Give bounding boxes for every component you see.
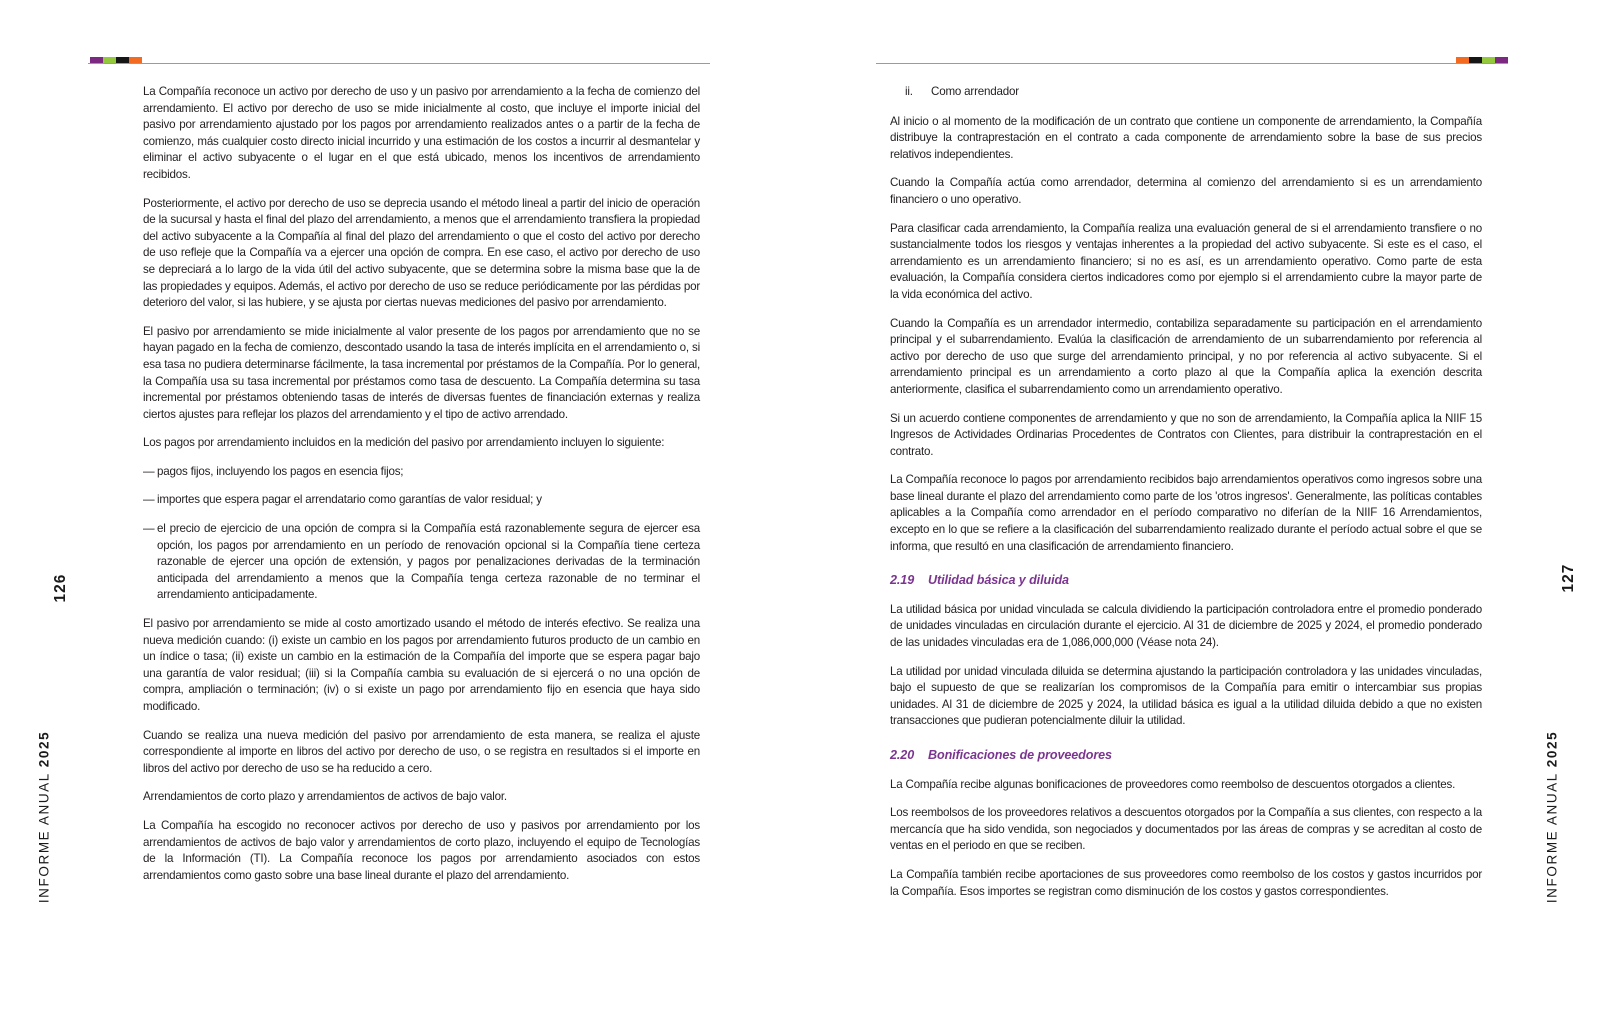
page-127-top-rule bbox=[876, 63, 1508, 64]
roman-list-item bbox=[905, 84, 1482, 101]
paragraph: Arrendamientos de corto plazo y arrendamientos de activos de bajo valor. bbox=[143, 790, 507, 804]
paragraph: La utilidad básica por unidad vinculada se calcula dividiendo la participación controladora entre el promedio ponderado de unidades vinculadas en circulación durante el ejercicio. Al 31 de diciembre de 2025 y 2024, el promedio ponderado de las unidades vinculadas era de 1,086,000,000 (Véase nota 24). bbox=[890, 602, 1482, 650]
paragraph: Si un acuerdo contiene componentes de arrendamiento y que no son de arrendamiento, la Compañía aplica la NIIF 15 Ingresos de Actividades Ordinarias Procedentes de Contratos con Clientes, para distribuir la contraprestación en el contrato. bbox=[890, 411, 1482, 458]
page-number-left: 126 bbox=[52, 573, 69, 603]
brand-color-strip-right bbox=[1456, 57, 1508, 63]
paragraph: Los reembolsos de los proveedores relativos a descuentos otorgados por la Compañía a sus clientes, con respecto a la mercancía que ha sido vendida, son negociados y documentados por las áreas de compras y se acreditan al costo de ventas en el periodo en que se reciben. bbox=[890, 806, 1482, 853]
page-126-top-rule bbox=[88, 63, 710, 64]
paragraph: El pasivo por arrendamiento se mide inicialmente al valor presente de los pagos por arrendamiento que no se hayan pagado en la fecha de comienzo, descontado usando la tasa de interés implícita en el arrendamiento o, si esa tasa no pudiera determinarse fácilmente, la tasa incremental por préstamos de la Compañía. Por lo general, la Compañía usa su tasa incremental por préstamos como tasa de descuento. La Compañía determina su tasa incremental por préstamos obteniendo tasas de interés de diversas fuentes de financiación externas y realiza ciertos ajustes para reflejar los plazos del arrendamiento y el tipo de activo arrendado. bbox=[143, 324, 700, 421]
strip-purple-segment bbox=[90, 57, 103, 63]
strip-orange-segment bbox=[129, 57, 142, 63]
strip-green-segment bbox=[1482, 57, 1495, 63]
paragraph: La Compañía recibe algunas bonificaciones de proveedores como reembolso de descuentos otorgados a clientes. bbox=[890, 777, 1456, 791]
report-year-text: 2025 bbox=[36, 730, 52, 768]
strip-orange-segment bbox=[1456, 57, 1469, 63]
dash-item-text: el precio de ejercicio de una opción de compra si la Compañía está razonablemente segura de ejercer esa opción, los pagos por arrendamiento en un período de renovación opcional si la Compañía tiene certeza razonable de ejercer una opción de extensión, y pagos por penalizaciones derivadas de la terminación anticipada del arrendamiento a menos que la Compañía tenga certeza razonable de no terminar el arrendamiento anticipadamente. bbox=[157, 522, 700, 602]
dash-item-text: pagos fijos, incluyendo los pagos en esencia fijos; bbox=[157, 464, 404, 478]
page-126-body bbox=[143, 84, 700, 896]
section-number: 2.19 bbox=[890, 573, 915, 588]
roman-item-title: Como arrendador bbox=[931, 85, 1019, 98]
strip-black-segment bbox=[1469, 57, 1482, 63]
paragraph: Para clasificar cada arrendamiento, la Compañía realiza una evaluación general de si el arrendamiento transfiere o no sustancialmente todos los riesgos y ventajas inherentes a la propiedad del activo subyacente. Si este es el caso, el arrendamiento es un arrendamiento financiero; si no es así, es un arrendamiento operativo. Como parte de esta evaluación, la Compañía considera ciertos indicadores como por ejemplo si el arrendamiento cubre la mayor parte de la vida económica del activo. bbox=[890, 221, 1482, 301]
report-title-text: INFORME ANUAL bbox=[1544, 767, 1560, 904]
dash-list-item bbox=[143, 464, 700, 481]
paragraph: Posteriormente, el activo por derecho de uso se deprecia usando el método lineal a partir del inicio de operación de la sucursal y hasta el final del plazo del arrendamiento, a menos que el arrendamiento transfiera la propiedad del activo subyacente a la Compañía al final del plazo del arrendamiento o que el costo del activo por derecho de uso refleje que la Compañía va a ejercer una opción de compra. En ese caso, el activo por derecho de uso se depreciará a lo largo de la vida útil del activo subyacente, que se determina sobre la misma base que la de las propiedades y equipos. Además, el activo por derecho de uso se reduce periódicamente por las pérdidas por deterioro del valor, si las hubiere, y se ajusta por ciertas nuevas mediciones del pasivo por arrendamiento. bbox=[143, 196, 700, 310]
paragraph: La utilidad por unidad vinculada diluida se determina ajustando la participación controladora y las unidades vinculadas, bajo el supuesto de que se realizarían los compromisos de la Compañía para emitir o intercambiar sus propias unidades. Al 31 de diciembre de 2025 y 2024, la utilidad básica es igual a la utilidad diluida debido a que no existen transacciones que pudieran potencialmente diluir la utilidad. bbox=[890, 664, 1482, 728]
page-number-right: 127 bbox=[1560, 563, 1577, 593]
roman-marker: ii. bbox=[905, 85, 913, 98]
dash-marker: — bbox=[143, 522, 155, 536]
dash-list-item bbox=[143, 492, 700, 509]
paragraph: El pasivo por arrendamiento se mide al costo amortizado usando el método de interés efectivo. Se realiza una nueva medición cuando: (i) existe un cambio en los pagos por arrendamiento futuros producto de un cambio en un índice o tasa; (ii) existe un cambio en la estimación de la Compañía del importe que se espera pagar bajo una garantía de valor residual; (iii) si la Compañía cambia su evaluación de si ejercerá o no una opción de compra, ampliación o terminación; (iv) o si existe un pago por arrendamiento fijo en esencia que haya sido modificado. bbox=[143, 617, 700, 713]
paragraph: La Compañía ha escogido no reconocer activos por derecho de uso y pasivos por arrendamiento por los arrendamientos de activos de bajo valor y arrendamientos de corto plazo, incluyendo el equipo de Tecnologías de la Información (TI). La Compañía reconoce los pagos por arrendamiento asociados con estos arrendamientos como gasto sobre una base lineal durante el plazo del arrendamiento. bbox=[143, 818, 700, 882]
section-heading-2-20 bbox=[890, 747, 1482, 764]
dash-marker: — bbox=[143, 493, 155, 507]
section-title: Utilidad básica y diluida bbox=[928, 573, 1069, 588]
paragraph: La Compañía reconoce un activo por derecho de uso y un pasivo por arrendamiento a la fecha de comienzo del arrendamiento. El activo por derecho de uso se mide inicialmente al costo, que incluye el importe inicial del pasivo por arrendamiento ajustado por los pagos por arrendamiento realizados antes o a partir de la fecha de comienzo, más cualquier costo directo inicial incurrido y una estimación de los costos a incurrir al desmantelar y eliminar el activo subyacente o el lugar en el que está ubicado, menos los incentivos de arrendamiento recibidos. bbox=[143, 85, 700, 181]
report-year-text: 2025 bbox=[1544, 730, 1560, 768]
page-127-body bbox=[890, 84, 1482, 912]
paragraph: La Compañía reconoce lo pagos por arrendamiento recibidos bajo arrendamientos operativos como ingresos sobre una base lineal durante el plazo del arrendamiento como parte de los 'otros ingresos'. Generalmente, las políticas contables aplicables a la Compañía como arrendador en el período comparativo no diferían de la NIIF 16 Arrendamientos, excepto en lo que se refiere a la clasificación del subarrendamiento realizado durante el período actual sobre el que se informa, que resultó en una clasificación de arrendamiento financiero. bbox=[890, 473, 1482, 553]
paragraph: Cuando la Compañía actúa como arrendador, determina al comienzo del arrendamiento si es un arrendamiento financiero o uno operativo. bbox=[890, 176, 1482, 206]
section-heading-2-19 bbox=[890, 572, 1482, 589]
section-title: Bonificaciones de proveedores bbox=[928, 748, 1112, 762]
strip-black-segment bbox=[116, 57, 129, 63]
report-title-right bbox=[1545, 731, 1560, 903]
paragraph: Al inicio o al momento de la modificación de un contrato que contiene un componente de arrendamiento, la Compañía distribuye la contraprestación en el contrato a cada componente de arrendamiento sobre la base de sus precios relativos independientes. bbox=[890, 114, 1482, 161]
report-title-left bbox=[37, 731, 52, 903]
paragraph: La Compañía también recibe aportaciones de sus proveedores como reembolso de los costos y gastos incurridos por la Compañía. Esos importes se registran como disminución de los costos y gastos correspondientes. bbox=[890, 867, 1482, 898]
report-title-text: INFORME ANUAL bbox=[36, 767, 52, 904]
brand-color-strip-left bbox=[90, 57, 142, 63]
section-number: 2.20 bbox=[890, 748, 915, 762]
paragraph: Cuando la Compañía es un arrendador intermedio, contabiliza separadamente su participación en el arrendamiento principal y el subarrendamiento. Evalúa la clasificación de arrendamiento de un subarrendamiento por referencia al activo por derecho de uso que surge del arrendamiento principal, y no por referencia al activo subyacente. Si el arrendamiento principal es un arrendamiento a corto plazo al que la Compañía aplica la exención descrita anteriormente, clasifica el subarrendamiento como un arrendamiento operativo. bbox=[890, 316, 1482, 396]
paragraph: Cuando se realiza una nueva medición del pasivo por arrendamiento de esta manera, se realiza el ajuste correspondiente al importe en libros del activo por derecho de uso, o se registra en resultados si el importe en libros del activo por derecho de uso se ha reducido a cero. bbox=[143, 728, 700, 775]
dash-list-item bbox=[143, 521, 700, 604]
dash-marker: — bbox=[143, 464, 155, 478]
strip-purple-segment bbox=[1495, 57, 1508, 63]
list-intro: Los pagos por arrendamiento incluidos en la medición del pasivo por arrendamiento incluyen lo siguiente: bbox=[143, 436, 665, 450]
dash-item-text: importes que espera pagar el arrendatario como garantías de valor residual; y bbox=[157, 493, 542, 507]
strip-green-segment bbox=[103, 57, 116, 63]
